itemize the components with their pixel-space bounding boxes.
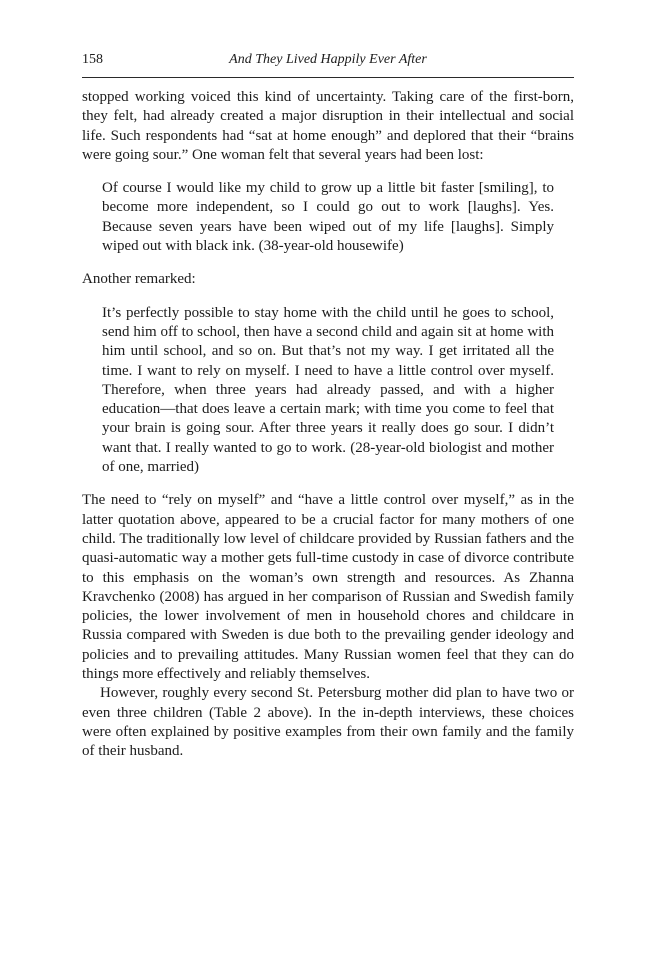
running-header <box>82 52 574 72</box>
block-quote-2: It’s perfectly possible to stay home with the child until he goes to school, send him off to school, then have a second child and again sit at home with him until school, and so on. But that’s not my way. I get irritated all the time. I want to rely on myself. I need to have a little control over myself. Therefore, when three years had already passed, and with a higher education—that does leave a certain mark; with time you come to feel that your brain is going sour. After three years it really does go sour. I didn’t want that. I really wanted to go to work. (28-year-old biologist and mother of one, married) <box>102 304 554 476</box>
paragraph-another-remarked: Another remarked: <box>82 271 196 288</box>
paragraph-second-child: However, roughly every second St. Petersburg mother did plan to have two or even three children (Table 2 above). In the in-depth interviews, these choices were often explained by positive examples from their own family and the family of their husband. <box>82 685 574 760</box>
body-text <box>82 88 574 762</box>
paragraph-continued: stopped working voiced this kind of uncertainty. Taking care of the first-born, they felt, had already created a major disruption in their intellectual and social life. Such respondents had “sat at home enough” and deplored that their “brains were going sour.” One woman felt that several years had been lost: <box>82 89 574 163</box>
running-title: And They Lived Happily Ever After <box>229 52 427 67</box>
block-quote-1: Of course I would like my child to grow up a little bit faster [smiling], to become more independent, so I could go out to work [laughs]. Yes. Because seven years have been wiped out of my life [laughs]. Simply wiped out with black ink. (38-year-old housewife) <box>102 180 554 255</box>
paragraph-rely-on-myself: The need to “rely on myself” and “have a little control over myself,” as in the latter quotation above, appeared to be a crucial factor for many mothers of one child. The traditionally low level of childcare provided by Russian fathers and the quasi-automatic way a mother gets full-time custody in case of divorce contribute to this emphasis on the woman’s own strength and resources. As Zhanna Kravchenko (2008) has argued in her comparison of Russian and Swedish family policies, the lower involvement of men in household chores and childcare in Russia compared with Sweden is due both to the prevailing gender ideology and policies and to prevailing attitudes. Many Russian women feel that they can do things more effectively and reliably themselves. <box>82 492 574 683</box>
header-rule <box>82 77 574 78</box>
page-number: 158 <box>82 52 103 67</box>
